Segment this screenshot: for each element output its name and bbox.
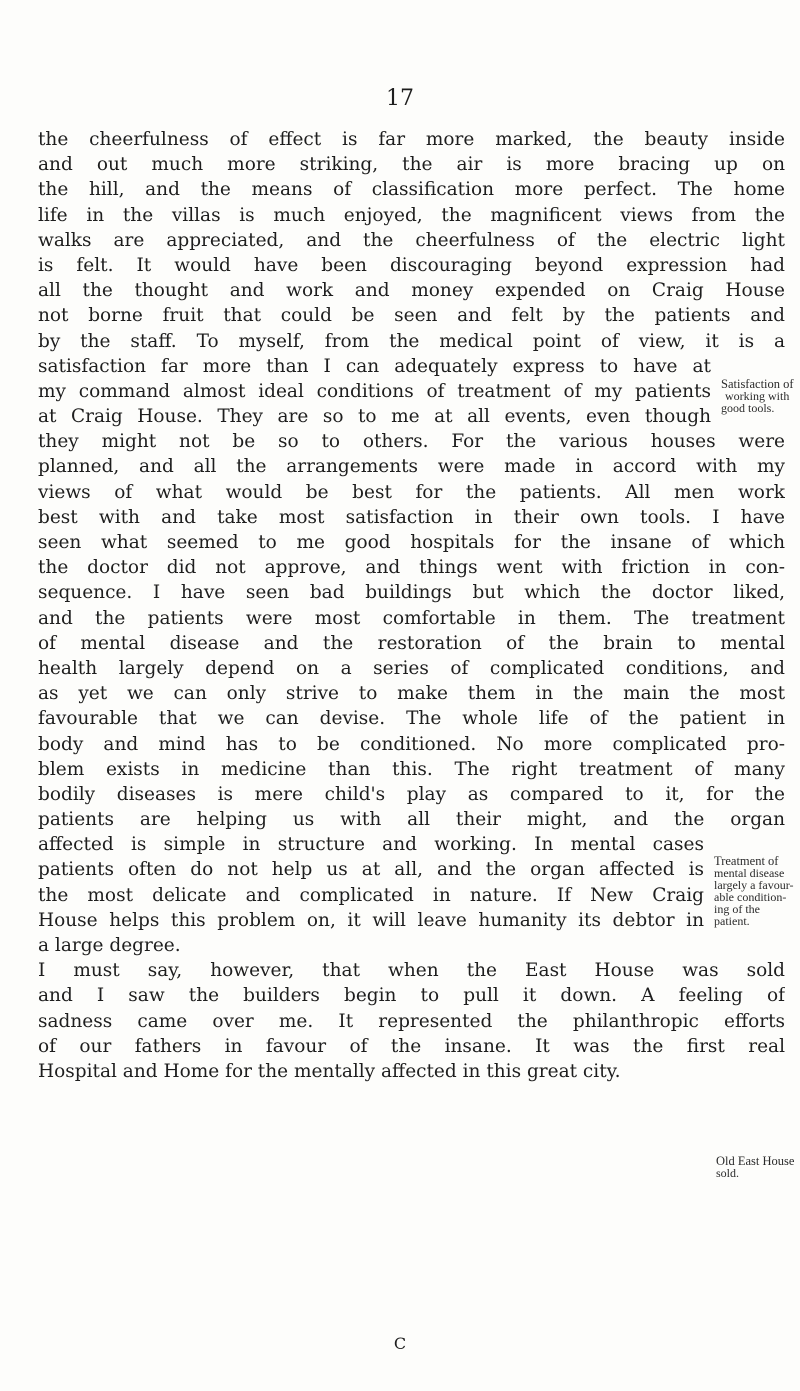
text-line: blem exists in medicine than this. The right treatment of many [38,758,785,780]
text-line: views of what would be best for the patients. All men work [38,481,785,503]
sidenote-satisfaction [721,378,794,414]
page-number: 17 [386,86,414,111]
text-line: and the patients were most comfortable in them. The treatment [38,607,785,629]
sidenote-line: ing of the [714,902,760,916]
text-line: the doctor did not approve, and things went with friction in con- [38,557,785,579]
text-line: best with and take most satisfaction in their own tools. I have [38,506,785,528]
text-line: and I saw the builders begin to pull it down. A feeling of [38,985,785,1007]
text-line: and out much more striking, the air is more bracing up on [38,154,785,176]
sidenote-line: good tools. [721,401,775,415]
sidenote-line: largely a favour- [714,878,794,892]
text-line: is felt. It would have been discouraging beyond expression had [38,254,785,276]
text-line: the hill, and the means of classification more perfect. The home [38,179,785,201]
text-line: the most delicate and complicated in nature. If New Craig [38,884,704,906]
text-line: a large degree. [38,935,181,956]
text-line: bodily diseases is mere child's play as compared to it, for the [38,783,785,805]
text-line: the cheerfulness of effect is far more marked, the beauty inside [38,129,785,150]
sidenote-line: Old East House [716,1154,795,1168]
text-line: by the staff. To myself, from the medical point of view, it is a [38,330,785,352]
sidenote-line: mental disease [714,866,785,880]
sidenote-treatment [714,855,794,927]
text-line: sequence. I have seen bad buildings but which the doctor liked, [38,582,785,604]
text-line: affected is simple in structure and working. In mental cases [38,834,704,856]
text-line: seen what seemed to me good hospitals for the insane of which [38,532,785,553]
sidenote-line: Satisfaction of [721,377,794,391]
signature-mark: C [393,1334,407,1353]
text-line: Hospital and Home for the mentally affected in this great city. [38,1060,621,1082]
body-text [38,127,785,1084]
text-line: favourable that we can devise. The whole life of the patient in [38,708,785,730]
text-line: walks are appreciated, and the cheerfulness of the electric light [38,229,785,251]
text-line: not borne fruit that could be seen and felt by the patients and [38,305,785,327]
text-line: of our fathers in favour of the insane. It was the first real [38,1035,785,1057]
text-line: body and mind has to be conditioned. No more complicated pro- [38,733,785,755]
sidenote-line: able condition- [714,890,787,904]
text-line: House helps this problem on, it will leave humanity its debtor in [38,909,704,931]
text-line: life in the villas is much enjoyed, the magnificent views from the [38,204,785,226]
text-line: as yet we can only strive to make them in the main the most [38,683,785,705]
text-line: they might not be so to others. For the various houses were [38,431,785,453]
sidenote-old-east-house [716,1155,794,1179]
text-line: all the thought and work and money expended on Craig House [38,280,785,302]
text-line: satisfaction far more than I can adequately express to have at [38,355,711,377]
text-line: at Craig House. They are so to me at all events, even though [38,406,711,428]
sidenote-line: working with [725,389,790,403]
text-line: I must say, however, that when the East House was sold [38,960,785,982]
text-line: planned, and all the arrangements were made in accord with my [38,456,785,478]
text-line: sadness came over me. It represented the philanthropic efforts [38,1010,785,1032]
text-line: my command almost ideal conditions of treatment of my patients [38,380,711,402]
text-line: health largely depend on a series of complicated conditions, and [38,657,785,679]
text-line: of mental disease and the restoration of the brain to mental [38,632,785,654]
sidenote-line: sold. [716,1166,740,1180]
sidenote-line: Treatment of [714,854,779,868]
sidenote-line: patient. [714,914,750,928]
text-line: patients often do not help us at all, and the organ affected is [38,859,704,881]
text-line: patients are helping us with all their might, and the organ [38,809,785,831]
